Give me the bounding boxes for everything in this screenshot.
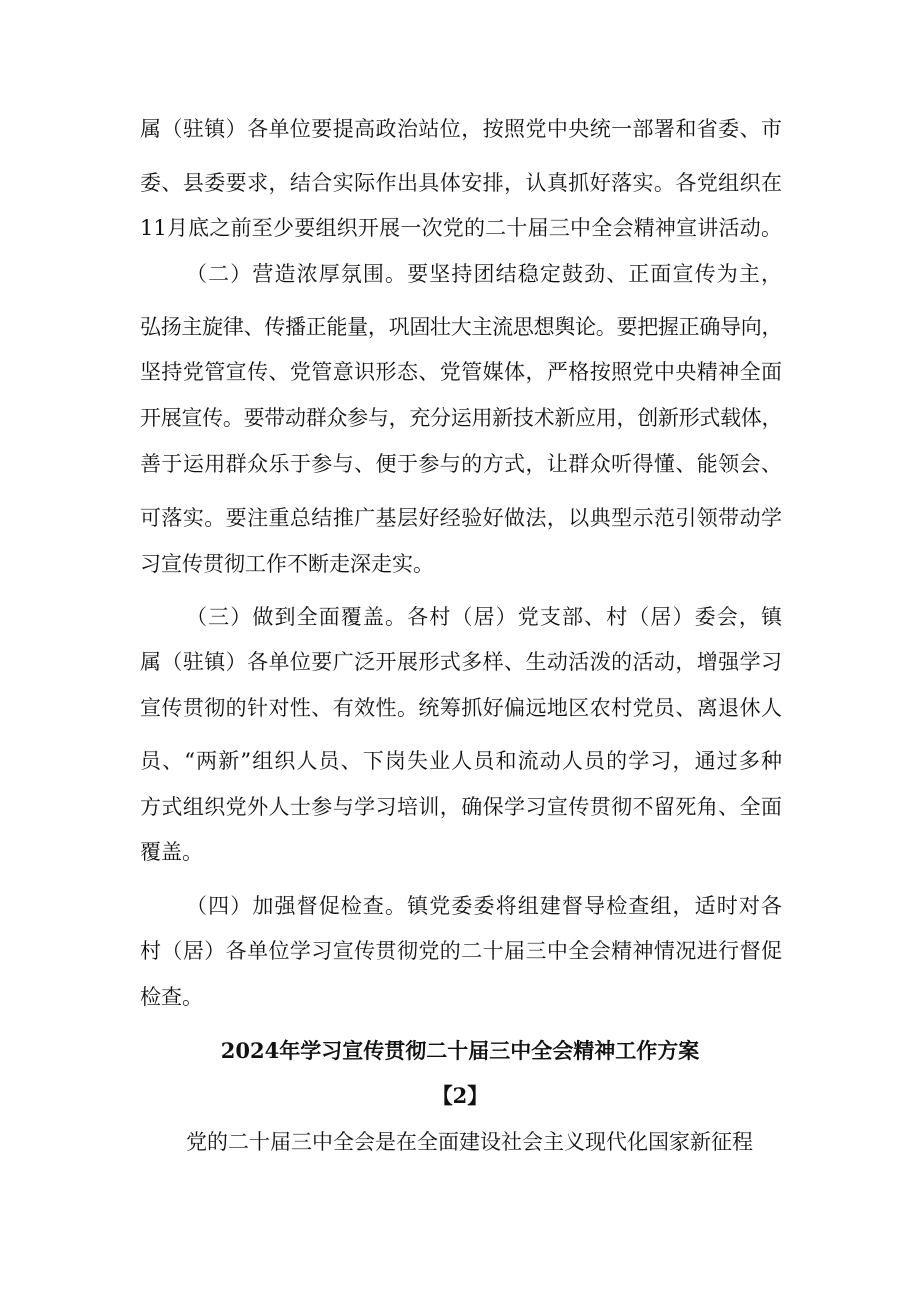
body-line-7: 开展宣传。要带动群众参与，充分运用新技术新应用，创新形式载体，: [140, 406, 782, 430]
body-line-15: 方式组织党外人士参与学习培训，确保学习宣传贯彻不留死角、全面: [140, 795, 782, 819]
body-line-2: 委、县委要求，结合实际作出具体安排，认真抓好落实。各党组织在: [140, 171, 782, 195]
document-subtitle: 【2】: [431, 1083, 489, 1108]
body-line-13: 宣传贯彻的针对性、有效性。统筹抓好偏远地区农村党员、离退休人: [140, 696, 782, 720]
body-line-16: 覆盖。: [140, 840, 203, 864]
body-line-8: 善于运用群众乐于参与、便于参与的方式，让群众听得懂、能领会、: [140, 452, 782, 476]
body-line-10: 习宣传贯彻工作不断走深走实。: [140, 552, 434, 576]
body-line-9: 可落实。要注重总结推广基层好经验好做法，以典型示范引领带动学: [140, 506, 782, 530]
body-line-5: 弘扬主旋律、传播正能量，巩固壮大主流思想舆论。要把握正确导向，: [140, 315, 782, 339]
closing-line: 党的二十届三中全会是在全面建设社会主义现代化国家新征程: [186, 1130, 753, 1154]
body-line-18: 村（居）各单位学习宣传贯彻党的二十届三中全会精神情况进行督促: [140, 939, 782, 963]
body-line-3: 11月底之前至少要组织开展一次党的二十届三中全会精神宣讲活动。: [140, 216, 782, 240]
section-2-heading-line: （二）营造浓厚氛围。要坚持团结稳定鼓劲、正面宣传为主，: [186, 262, 782, 286]
section-4-heading-line: （四）加强督促检查。镇党委委将组建督导检查组，适时对各: [186, 894, 782, 918]
body-line-14: 员、“两新”组织人员、下岗失业人员和流动人员的学习，通过多种: [140, 749, 782, 773]
body-line-12: 属（驻镇）各单位要广泛开展形式多样、生动活泼的活动，增强学习: [140, 650, 782, 674]
body-line-19: 检查。: [140, 985, 203, 1009]
document-title: 2024年学习宣传贯彻二十届三中全会精神工作方案: [220, 1038, 700, 1063]
section-3-heading-line: （三）做到全面覆盖。各村（居）党支部、村（居）委会，镇: [186, 605, 782, 629]
body-line-6: 坚持党管宣传、党管意识形态、党管媒体，严格按照党中央精神全面: [140, 360, 782, 384]
body-line-1: 属（驻镇）各单位要提高政治站位，按照党中央统一部署和省委、市: [140, 117, 782, 141]
